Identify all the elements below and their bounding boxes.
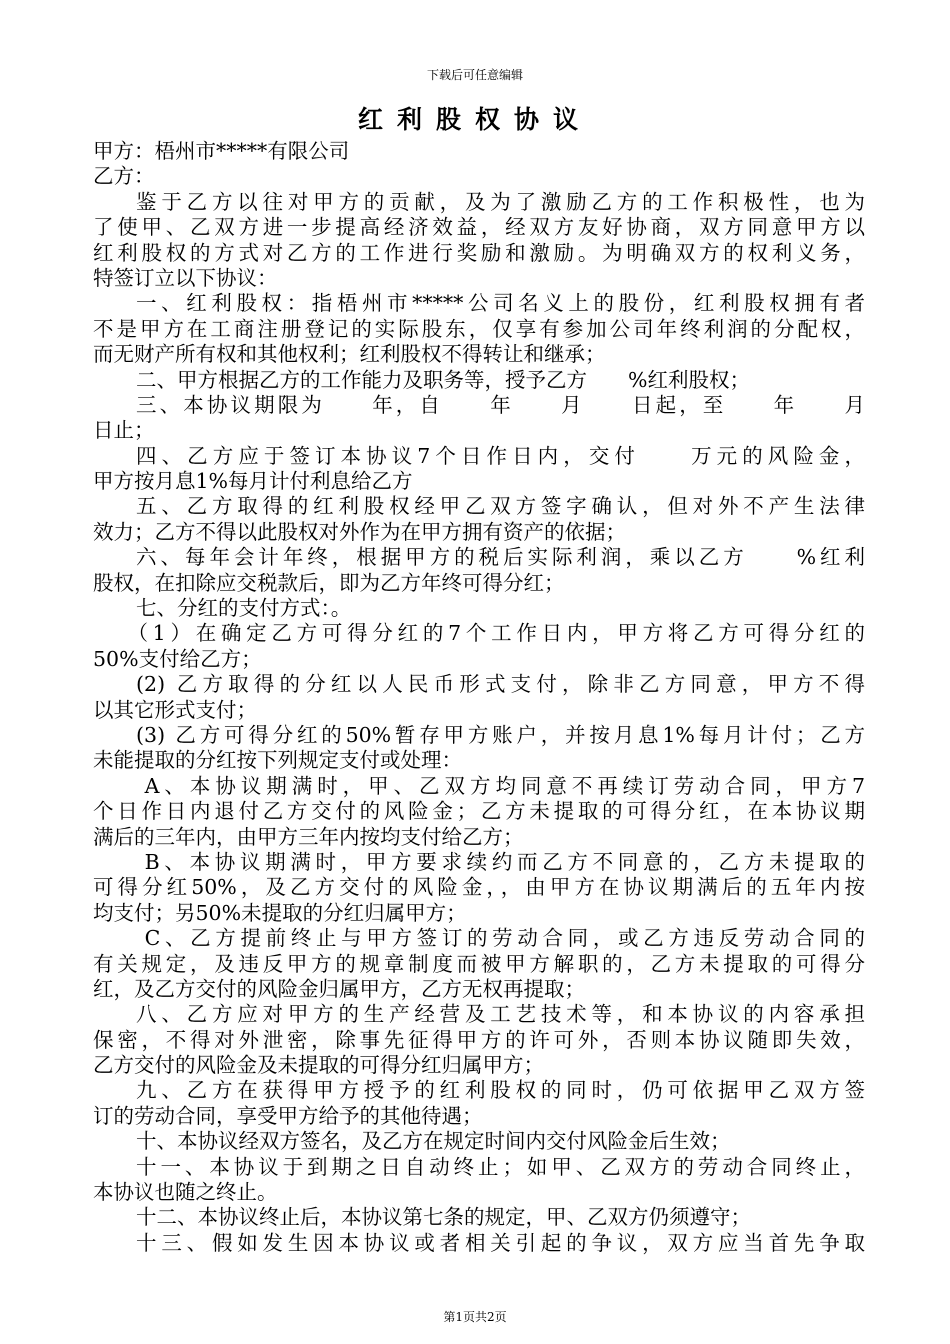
text-line: 五、乙方取得的红利股权经甲乙双方签字确认，但对外不产生法律 xyxy=(136,494,865,519)
text-line: 四、乙方应于签订本协议7个日作日内，交付 万元的风险金， xyxy=(136,443,865,468)
text-line: 效力；乙方不得以此股权对外作为在甲方拥有资产的依据； xyxy=(93,519,626,544)
text-line: 十、本协议经双方签名，及乙方在规定时间内交付风险金后生效； xyxy=(136,1129,731,1154)
text-line: 甲方：梧州市*****有限公司 xyxy=(93,139,350,163)
text-line: 订的劳动合同，享受甲方给予的其他待遇； xyxy=(93,1103,483,1128)
page-header-note: 下载后可任意编辑 xyxy=(426,68,523,82)
text-line: 满后的三年内，由甲方三年内按均支付给乙方； xyxy=(93,824,524,849)
document-title: 红利股权协议 xyxy=(357,105,592,134)
text-line: (3) 乙方可得分红的50%暂存甲方账户，并按月息1%每月计付；乙方 xyxy=(136,722,865,747)
text-line: C、乙方提前终止与甲方签订的劳动合同，或乙方违反劳动合同的 xyxy=(144,926,865,951)
text-line: 三、本协议期限为 年，自 年 月 日起，至 年 月 xyxy=(136,392,865,417)
text-line: 均支付；另50%未提取的分红归属甲方； xyxy=(93,900,467,925)
text-line: 50%支付给乙方； xyxy=(93,646,262,671)
text-line: 七、分红的支付方式：。 xyxy=(136,596,352,621)
document-body xyxy=(93,139,865,1256)
text-line: 未能提取的分红按下列规定支付或处理： xyxy=(93,748,462,773)
text-line: 以其它形式支付； xyxy=(93,697,257,722)
text-line: B、本协议期满时，甲方要求续约而乙方不同意的，乙方未提取的 xyxy=(144,849,865,874)
text-line: 鉴于乙方以往对甲方的贡献，及为了激励乙方的工作积极性，也为 xyxy=(136,189,865,214)
text-line: （1）在确定乙方可得分红的7个工作日内，甲方将乙方可得分红的 xyxy=(127,621,865,646)
text-line: 保密，不得对外泄密，除事先征得甲方的许可外，否则本协议随即失效， xyxy=(93,1027,865,1052)
text-line: 日止； xyxy=(93,418,155,443)
text-line: (2) 乙方取得的分红以人民币形式支付，除非乙方同意，甲方不得 xyxy=(136,672,865,697)
text-line: 九、乙方在获得甲方授予的红利股权的同时，仍可依据甲乙双方签 xyxy=(136,1078,865,1103)
text-line: 特签订立以下协议： xyxy=(93,265,278,290)
text-line: 了使甲、乙双方进一步提高经济效益，经双方友好协商，双方同意甲方以 xyxy=(93,215,865,240)
text-line: 十一、本协议于到期之日自动终止；如甲、乙双方的劳动合同终止， xyxy=(136,1154,865,1179)
text-line: 红利股权的方式对乙方的工作进行奖励和激励。为明确双方的权利义务， xyxy=(93,240,865,265)
text-line: 十二、本协议终止后，本协议第七条的规定，甲、乙双方仍须遵守； xyxy=(136,1205,752,1230)
text-line: 个日作日内退付乙方交付的风险金；乙方未提取的可得分红，在本协议期 xyxy=(93,799,865,824)
text-line: 一、红利股权：指梧州市*****公司名义上的股份，红利股权拥有者 xyxy=(136,291,865,316)
text-line: 有关规定，及违反甲方的规章制度而被甲方解职的，乙方未提取的可得分 xyxy=(93,951,865,976)
text-line: 本协议也随之终止。 xyxy=(93,1180,278,1205)
text-line: 乙方： xyxy=(93,164,155,189)
text-line: 六、每年会计年终，根据甲方的税后实际利润，乘以乙方 %红利 xyxy=(136,545,865,570)
text-line: A、本协议期满时，甲、乙双方均同意不再续订劳动合同，甲方7 xyxy=(144,773,865,798)
text-line: 八、乙方应对甲方的生产经营及工艺技术等，和本协议的内容承担 xyxy=(136,1002,865,1027)
text-line: 十三、假如发生因本协议或者相关引起的争议，双方应当首先争取 xyxy=(136,1230,865,1255)
text-line: 不是甲方在工商注册登记的实际股东，仅享有参加公司年终利润的分配权， xyxy=(93,316,865,341)
text-line: 甲方按月息1%每月计付利息给乙方 xyxy=(93,469,413,494)
text-line: 乙方交付的风险金及未提取的可得分红归属甲方； xyxy=(93,1053,544,1078)
text-line: 可得分红50%，及乙方交付的风险金，，由甲方在协议期满后的五年内按 xyxy=(93,875,865,900)
text-line: 二、甲方根据乙方的工作能力及职务等，授予乙方 %红利股权； xyxy=(136,367,751,392)
text-line: 股权，在扣除应交税款后，即为乙方年终可得分红； xyxy=(93,570,565,595)
text-line: 而无财产所有权和其他权利；红利股权不得转让和继承； xyxy=(93,342,606,367)
page-footer: 第1页共2页 xyxy=(443,1310,507,1324)
text-line: 红，及乙方交付的风险金归属甲方，乙方无权再提取； xyxy=(93,976,585,1001)
